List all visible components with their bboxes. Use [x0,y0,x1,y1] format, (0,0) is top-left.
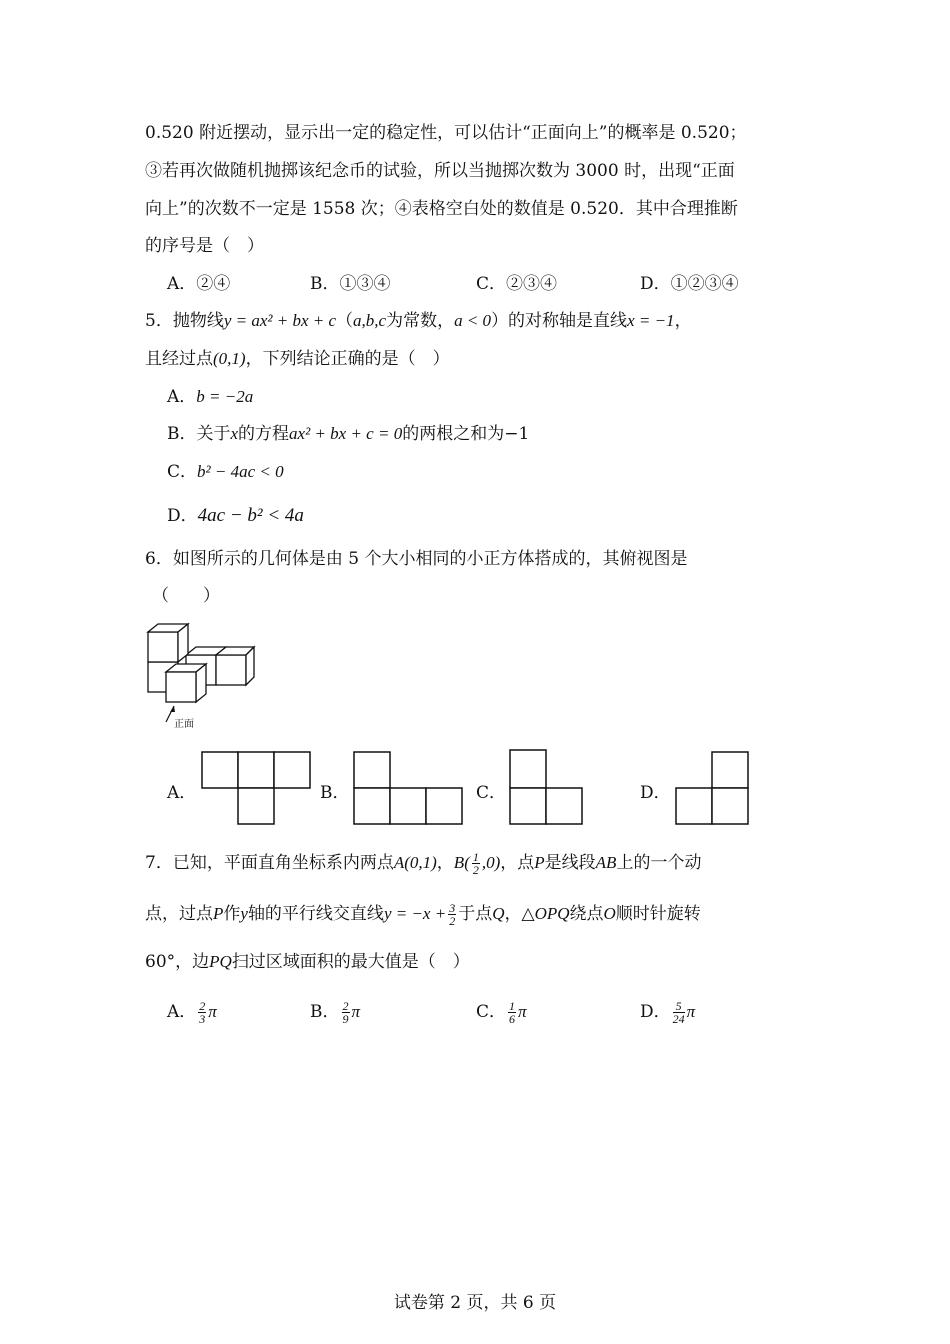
q4-option-d[interactable]: D．①②③④ [640,274,739,294]
q7-option-d[interactable]: D． $\frac{5}{24}$ π [640,999,696,1026]
q4-option-a[interactable]: A．②④ [167,274,231,294]
page-footer: 试卷第 2 页，共 6 页 [393,1293,557,1313]
q5-option-b[interactable]: B．关于x的方程ax² + bx + c = 0的两根之和为−1 [167,424,530,444]
q6-option-d-label[interactable]: D． [640,783,671,803]
q6-option-b-figure[interactable] [352,750,464,826]
q6-cube-figure [140,620,260,730]
q4-text-line-1: 0.520 附近摆动，显示出一定的稳定性，可以估计“正面向上”的概率是 0.520； [145,123,747,143]
q5-option-d[interactable]: D．4ac − b² < 4a [167,505,304,526]
q6-option-d-figure[interactable] [674,750,752,826]
q6-option-b-label[interactable]: B． [320,783,350,803]
q6-option-c-label[interactable]: C． [476,783,507,803]
q7-stem-line-1: 7．已知，平面直角坐标系内两点A(0,1)，B( $\frac{1}{2}$ ,0)，点P是线段AB上的一个动 [145,850,702,877]
q4-text-line-4: 的序号是（ ） [145,236,264,256]
q6-stem-line-1: 6．如图所示的几何体是由 5 个大小相同的小正方体搭成的，其俯视图是 [145,549,688,569]
q6-option-c-figure[interactable] [508,748,586,826]
q5-stem-line-1: 5．抛物线y = ax² + bx + c（a,b,c为常数，a < 0）的对称轴是直线x = −1， [145,311,692,331]
q5-stem-line-2: 且经过点(0,1)，下列结论正确的是（ ） [145,349,450,369]
q5-option-c[interactable]: C．b² − 4ac < 0 [167,462,284,482]
q7-option-a[interactable]: A． $\frac{2}{3}$ π [167,999,217,1026]
q4-option-c[interactable]: C．②③④ [476,274,558,294]
q7-stem-line-3: 60°，边PQ扫过区域面积的最大值是（ ） [145,952,470,972]
q7-option-b[interactable]: B． $\frac{2}{9}$ π [310,999,361,1026]
q5-parabola-equation: y = ax² + bx + c [223,311,337,330]
q7-stem-line-2: 点，过点P作y轴的平行线交直线y = −x + $\frac{3}{2}$ 于点Q，△OPQ绕点O顺时针旋转 [145,901,701,928]
q4-option-b[interactable]: B．①③④ [310,274,391,294]
q4-text-line-3: 向上”的次数不一定是 1558 次；④表格空白处的数值是 0.520．其中合理推断 [145,199,738,219]
q7-option-c[interactable]: C． $\frac{1}{6}$ π [476,999,527,1026]
q7-fraction-three-halves: $\frac{3}{2}$ [449,901,456,928]
q6-option-a-label[interactable]: A． [167,783,197,803]
q5-option-a[interactable]: A．b = −2a [167,387,254,407]
q6-stem-line-2: （ ） [152,586,220,606]
q7-fraction-half: $\frac{1}{2}$ [472,850,479,877]
q4-text-line-2: ③若再次做随机抛掷该纪念币的试验，所以当抛掷次数为 3000 时，出现“正面 [145,161,735,181]
q6-front-label: 正面 [174,719,194,730]
q6-option-a-figure[interactable] [200,750,312,826]
